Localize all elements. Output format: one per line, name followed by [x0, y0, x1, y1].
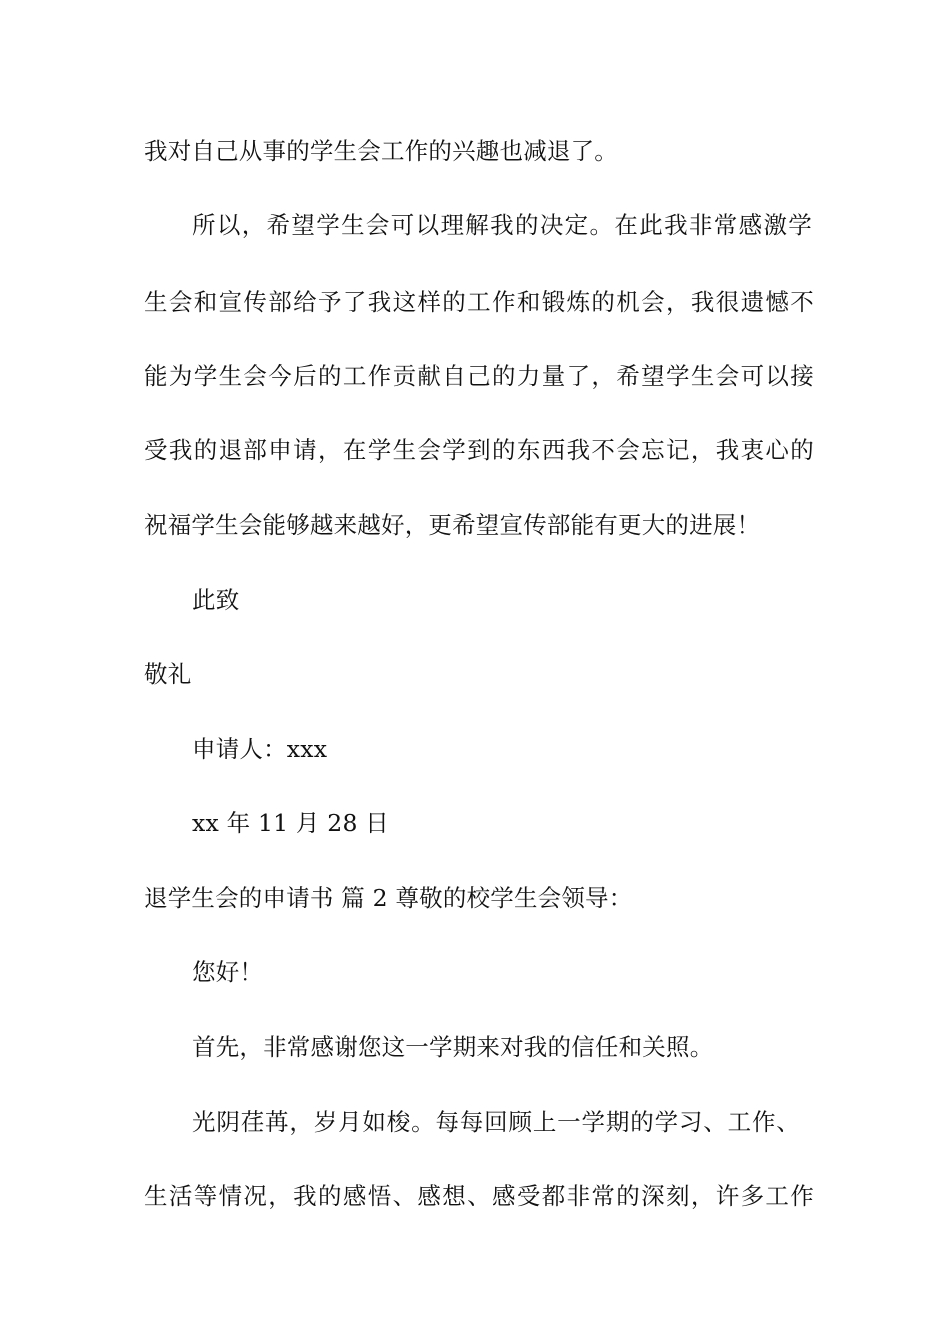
text-line-6: 祝福学生会能够越来越好，更希望宣传部能有更大的进展！ — [144, 511, 761, 539]
closing-regards: 敬礼 — [144, 660, 192, 688]
applicant-line: 申请人：xxx — [192, 735, 328, 763]
closing-salutation: 此致 — [192, 586, 240, 614]
date-line: xx 年 11 月 28 日 — [192, 809, 389, 837]
greeting-line: 您好！ — [192, 958, 264, 986]
text-line-1: 我对自己从事的学生会工作的兴趣也减退了。 — [144, 137, 618, 165]
text-line-5: 受我的退部申请，在学生会学到的东西我不会忘记，我衷心的 — [144, 436, 814, 464]
text-line-2: 所以，希望学生会可以理解我的决定。在此我非常感激学 — [192, 211, 812, 239]
text-line-4: 能为学生会今后的工作贡献自己的力量了，希望学生会可以接 — [144, 362, 814, 390]
text-line-3: 生会和宣传部给予了我这样的工作和锻炼的机会，我很遗憾不 — [144, 288, 814, 316]
section-heading: 退学生会的申请书 篇 2 尊敬的校学生会领导： — [144, 884, 633, 912]
text-line-14: 光阴荏苒，岁月如梭。每每回顾上一学期的学习、工作、 — [192, 1108, 800, 1136]
text-line-15: 生活等情况，我的感悟、感想、感受都非常的深刻，许多工作 — [144, 1182, 814, 1210]
text-line-13: 首先，非常感谢您这一学期来对我的信任和关照。 — [192, 1033, 714, 1061]
